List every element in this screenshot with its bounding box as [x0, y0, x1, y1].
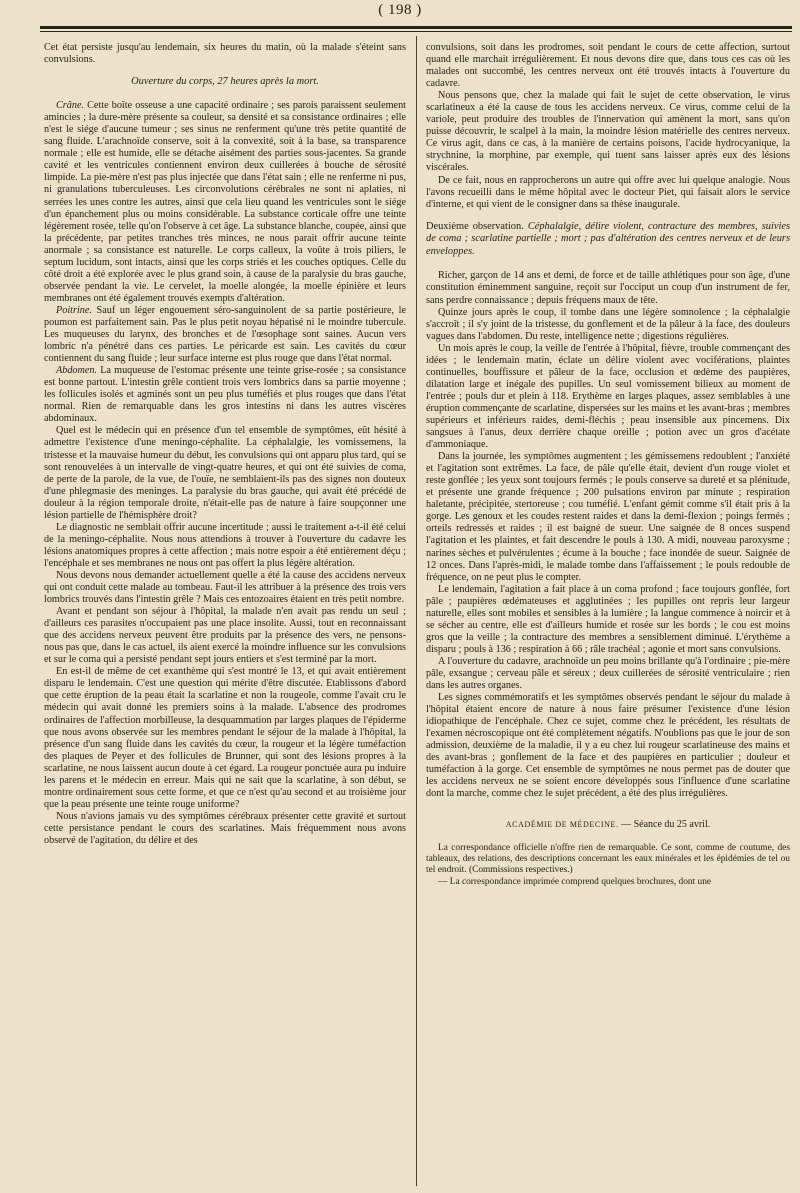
- top-rule-thin: [40, 31, 792, 32]
- paragraph-text: La muqueuse de l'estomac présente une teinte grise-rosée ; sa consistance est bonne partout. L'intestin grêle contient trois vers lombrics dans sa partie moyenne ; les follicules isolés et agminés sont un peu plus tuméfiés et plus rouges que dans l'état normal. Rien de remarquable dans les gros intestins ni dans les autres viscères abdominaux.: [44, 365, 406, 425]
- paragraph: [44, 100, 406, 305]
- paragraph: Richer, garçon de 14 ans et demi, de force et de taille athlétiques pour son âge, d'une constitution éminemment sanguine, reçoit sur l'occiput un coup d'un instrument de fer, sans perdre connaissance ; depuis fréquens maux de tête.: [426, 270, 790, 306]
- paragraph: Quel est le médecin qui en présence d'un tel ensemble de symptômes, eût hésité à admettre l'existence d'une meningo-céphalite. La céphalalgie, les vomissemens, la tristesse et la mauvaise humeur du début, les convulsions qui ont apparu plus tard, qui se sont renouvelées à un intervalle de vingt-quatre heures, et qui ont été suivies de coma, de perte de la parole, de la vue, de l'ouïe, ne semblaient-ils pas des signes non douteux d'une phlegmasie des meninges. La paralysie du bras gauche, qui avait été précédé de douleur à la région temporale droite, n'était-elle pas de nature à faire soupçonner une lésion partielle de l'hémisphère droit?: [44, 425, 406, 521]
- paragraph-lead: Abdomen.: [56, 365, 98, 377]
- paragraph: Le diagnostic ne semblait offrir aucune incertitude ; aussi le traitement a-t-il été celui de la meningo-céphalite. Nous nous attendions à trouver à l'ouverture du cadavre les lésions anatomiques propres à cette affection ; mais notre espoir a été entièrement déçu ; l'encéphale et ses membranes ne nous ont pas offert la plus légère altération.: [44, 521, 406, 569]
- paragraph: Quinze jours après le coup, il tombe dans une légère somnolence ; la céphalalgie s'accroît ; il s'y joint de la tristesse, du gonflement et de la pâleur à la face, des douleurs vagues dans l'abdomen. Du reste, intelligence nette ; digestions régulières.: [426, 306, 790, 342]
- paragraph-lead: Crâne.: [56, 100, 85, 112]
- paragraph: [44, 305, 406, 365]
- right-column: [426, 42, 790, 1182]
- paragraph: Dans la journée, les symptômes augmentent ; les gémissemens redoublent ; l'anxiété et l'agitation sont extrêmes. La face, de pâle qu'elle était, devient d'un rouge violet et reste gonflée ; les yeux sont toujours fermés ; le pouls conserve sa dureté et sa plénitude, et présente une grande fréquence ; 200 pulsations environ par minute ; respiration haletante, précipitée, stertoreuse ; cou tuméfié. L'enfant gémit comme s'il était pris à la gorge. Les genoux et les coudes restent raides et dans la demi-flexion ; poings fermés ; orteils redressés et raides ; il est baigné de sueur. Une saignée de 8 onces suspend l'agitation et les plaintes, et fait descendre le pouls à 130. A midi, nouveau paroxysme ; narines sèches et pulvérulentes ; écume à la bouche ; face inondée de sueur. Saignée de 12 onces. Dans l'après-midi, le malade tombe dans l'affaissement ; le pouls redouble de fréquence, on ne peut plus le compter.: [426, 451, 790, 583]
- paragraph: Les signes commémoratifs et les symptômes observés pendant le séjour du malade à l'hôpital étaient encore de nature à nous faire présumer l'existence d'une lésion idiopathique de l'encéphale. Chez ce sujet, comme chez le précédent, les résultats de l'examen nécroscopique ont été complètement négatifs. N'oublions pas que le jour de son admission, deuxième de la maladie, il y a eu chez lui rougeur scarlatineuse des mains et des avant-bras ; gonflement de la face et des paupières en particulier ; douleur et tuméfaction à la gorge. Cet ensemble de symptômes ne nous permet pas de douter que les accidens nerveux ne se soient encore développés sous l'influence d'une scarlatine dont la marche, comme chez le sujet précédent, a été des plus irrégulières.: [426, 692, 790, 800]
- paragraph: convulsions, soit dans les prodromes, soit pendant le cours de cette affection, surtout quand elle marchait irrégulièrement. Et nous devons dire que, dans tous ces cas où les malades ont succombé, les centres nerveux ont été trouvés intacts à l'ouverture du cadavre.: [426, 42, 790, 90]
- paragraph: Nous n'avions jamais vu des symptômes cérébraux présenter cette gravité et surtout cette persistance pendant le cours des scarlatines. Mais fréquemment nous avons observé de l'agitation, du délire et des: [44, 810, 406, 846]
- paragraph: De ce fait, nous en rapprocherons un autre qui offre avec lui quelque analogie. Nous l'avons recueilli dans le même hôpital avec le docteur Piet, qui faisait alors le service d'interne, et qui vient de le consigner dans sa thèse inaugurale.: [426, 174, 790, 210]
- spacer: [426, 211, 790, 221]
- section-heading: Ouverture du corps, 27 heures après la mort.: [131, 76, 319, 88]
- paragraph: [44, 365, 406, 425]
- page-number: ( 198 ): [378, 2, 422, 18]
- column-divider: [416, 36, 417, 1186]
- top-rule: [40, 26, 792, 29]
- paragraph: Nous pensons que, chez la malade qui fait le sujet de cette observation, le virus scarlatineux a été la cause de tous les accidens nerveux. Ce virus, comme celui de la variole, peut produire des troubles de l'innervation qui amènent la mort, sans qu'on puisse découvrir, le scalpel à la main, la moindre lésion matérielle des centres nerveux. Ce virus agit, dans ce cas, à la manière de certains poisons, l'acide hydrocyanique, la strychnine, la morphine, par exemple, qui tuent sans laisser après eux des lésions viscérales.: [426, 90, 790, 174]
- session-heading: [426, 819, 790, 831]
- paragraph: Le lendemain, l'agitation a fait place à un coma profond ; face toujours gonflée, fort pâle ; paupières œdémateuses et agglutinées ; les pupilles ont repris leur largeur naturelle, elles sont mobiles et sensibles à la lumière ; la langue commence à noircir et à se sécher au centre, elle est d'ailleurs humide et rosée sur les bords ; le cou est moins gros que la veille ; la contracture des membres a sensiblement diminué. L'érythème a disparu ; pouls à 136 ; respiration à 66 ; râle trachéal ; agonie et mort sans convulsions.: [426, 583, 790, 655]
- paragraph: Avant et pendant son séjour à l'hôpital, la malade n'en avait pas rendu un seul ; d'ailleurs ces parasites n'occupaient pas une place insolite. Aussi, tout en reconnaissant que des accidens nerveux peuvent être produits par la présence des vers, ne pensons-nous pas que, dans le cas actuel, ils aient exercé la moindre influence sur les convulsions et sur le coma qui a persisté pendant sept jours entiers et s'est terminé par la mort.: [44, 606, 406, 666]
- paragraph: Nous devons nous demander actuellement quelle a été la cause des accidens nerveux qui ont conduit cette malade au tombeau. Faut-il les attribuer à la présence des trois vers lombrics trouvés dans l'intestin grêle ? Mais ces entozoaires étaient en très petit nombre.: [44, 569, 406, 606]
- paragraph: Un mois après le coup, la veille de l'entrée à l'hôpital, fièvre, trouble commençant des idées ; le lendemain matin, éclate un délire violent avec vociférations, plaintes continuelles, bouffissure et pâleur de la face, occlusion et œdème des paupières, dilatation large et inégale des pupilles. Un seul vomissement bilieux au moment de l'entrée ; pouls dur et plein à 118. Erythème en larges plaques, assez semblables à une éruption commençante de scarlatine, dispersées sur les mains et les avant-bras ; membres supérieurs et inférieurs raides, demi-fléchis ; peau insensible aux pincemens. Dix sangsues à l'anus, deux derrière chaque oreille ; potion avec un gros d'acétate d'ammoniaque.: [426, 342, 790, 451]
- session-date: — Séance du 25 avril.: [618, 818, 711, 830]
- paragraph: En est-il de même de cet exanthème qui s'est montré le 13, et qui avait entièrement disparu le lendemain. C'est une question qui mérite d'être discutée. Etablissons d'abord que cette éruption de la peau était la scarlatine et non la rougeole, comme l'avait cru le médecin qui avait donné les premiers soins à la malade. L'absence des prodromes ordinaires de l'affection morbilleuse, la desquammation par larges plaques de l'épiderme que nous avons observée sur les membres pendant le séjour de la malade à l'hôpital, la présence d'un sang fluide dans les cavités du cœur, la rougeur et la légère tuméfaction des plaques de Peyer et des follicules de Brunner, qui sont des lésions propres à la scarlatine, ne nous laissent aucun doute à cet égard. La rougeur ponctuée aura pu induire les parens et le médecin en erreur. Mais qui ne sait que la scarlatine, à son début, se montre ordinairement sous cette forme, et que ce n'est qu'au second et au troisième jour que la peau présente une teinte rouge uniforme?: [44, 666, 406, 810]
- observation-label: Deuxième observation.: [426, 220, 524, 232]
- left-column: [44, 42, 406, 1182]
- paragraph: — La correspondance imprimée comprend quelques brochures, dont une: [438, 876, 712, 887]
- paragraph-text: Sauf un léger engouement séro-sanguinolent de sa partie postérieure, le poumon est parfaitement sain. Pas le plus petit noyau hépatisé ni le moindre tubercule. Les muqueuses du larynx, des bronches et de l'œsophage sont saines. Aucun vers lombric n'a pénétré dans ces parties. Le péricarde est sain. Les cavités du cœur contiennent du sang fluide ; leur surface interne est plus rouge que dans l'état normal.: [44, 304, 406, 365]
- paragraph-text: Cette boîte osseuse a une capacité ordinaire ; ses parois paraissent seulement amincies ; la dure-mère présente sa couleur, sa densité et sa consistance ordinaires ; elle n'est le siége d'aucune tumeur ; ses sinus ne renferment qu'une très petite quantité de sang fluide. L'arachnoïde conserve, soit à la convexité, soit à la base, sa transparence normale ; elle est humide, elle se détache aisément des parties sous-jacentes. Sa grande cavité et les ventricules contiennent environ deux cuillerées à bouche de sérosité limpide. La pie-mère n'est pas plus injectée que dans l'état sain ; elle ne renferme ni pus, ni granulations tuberculeuses. Les circonvolutions cérébrales ne sont ni aplaties, ni serrées les unes contre les autres, ainsi que cela lieu quand les ventricules sont le siége d'un épanchement plus ou moins considérable. La substance corticale offre une teinte légèrement rosée, telle qu'on l'observe à cet âge. La substance blanche, coupée, ainsi que la précédente, par petites tranches très minces, ne nous parait offrir aucune teinte anormale ; sa consistance est naturelle. Le corps calleux, la voûte à trois piliers, le septum lucidum, sont intacts, ainsi que les corps striés et les couches optiques. Celle du côté droit a été explorée avec le plus grand soin, à cause de la paralysie du bras gauche, observée pendant la vie. Le cervelet, la moelle alongée, la moelle épinière et leurs membranes ont été également trouvés exempts d'altération.: [44, 100, 406, 304]
- paragraph-lead: Poitrine.: [56, 304, 92, 316]
- paragraph: A l'ouverture du cadavre, arachnoïde un peu moins brillante qu'à l'ordinaire ; pie-mère pâle, exsangue ; cerveau pâle et séreux ; deux cuillerées de sérosité ventriculaire ; rien dans les autres organes.: [426, 655, 790, 692]
- observation-title: [426, 221, 790, 259]
- academy-name: ACADÉMIE DE MÉDECINE.: [505, 819, 619, 829]
- paragraph: Cet état persiste jusqu'au lendemain, six heures du matin, où la malade s'éteint sans convulsions.: [44, 42, 406, 66]
- paragraph: La correspondance officielle n'offre rien de remarquable. Ce sont, comme de coutume, des tableaux, des relations, des descriptions concernant les eaux minérales et les épidémies de tel ou tel endroit. (Commissions respectives.): [426, 842, 790, 876]
- observation-summary: Céphalalgie, délire violent, contracture des membres, suivies de coma ; scarlatine partielle ; mort ; pas d'altération des centres nerveux et de leurs enveloppes.: [426, 220, 790, 257]
